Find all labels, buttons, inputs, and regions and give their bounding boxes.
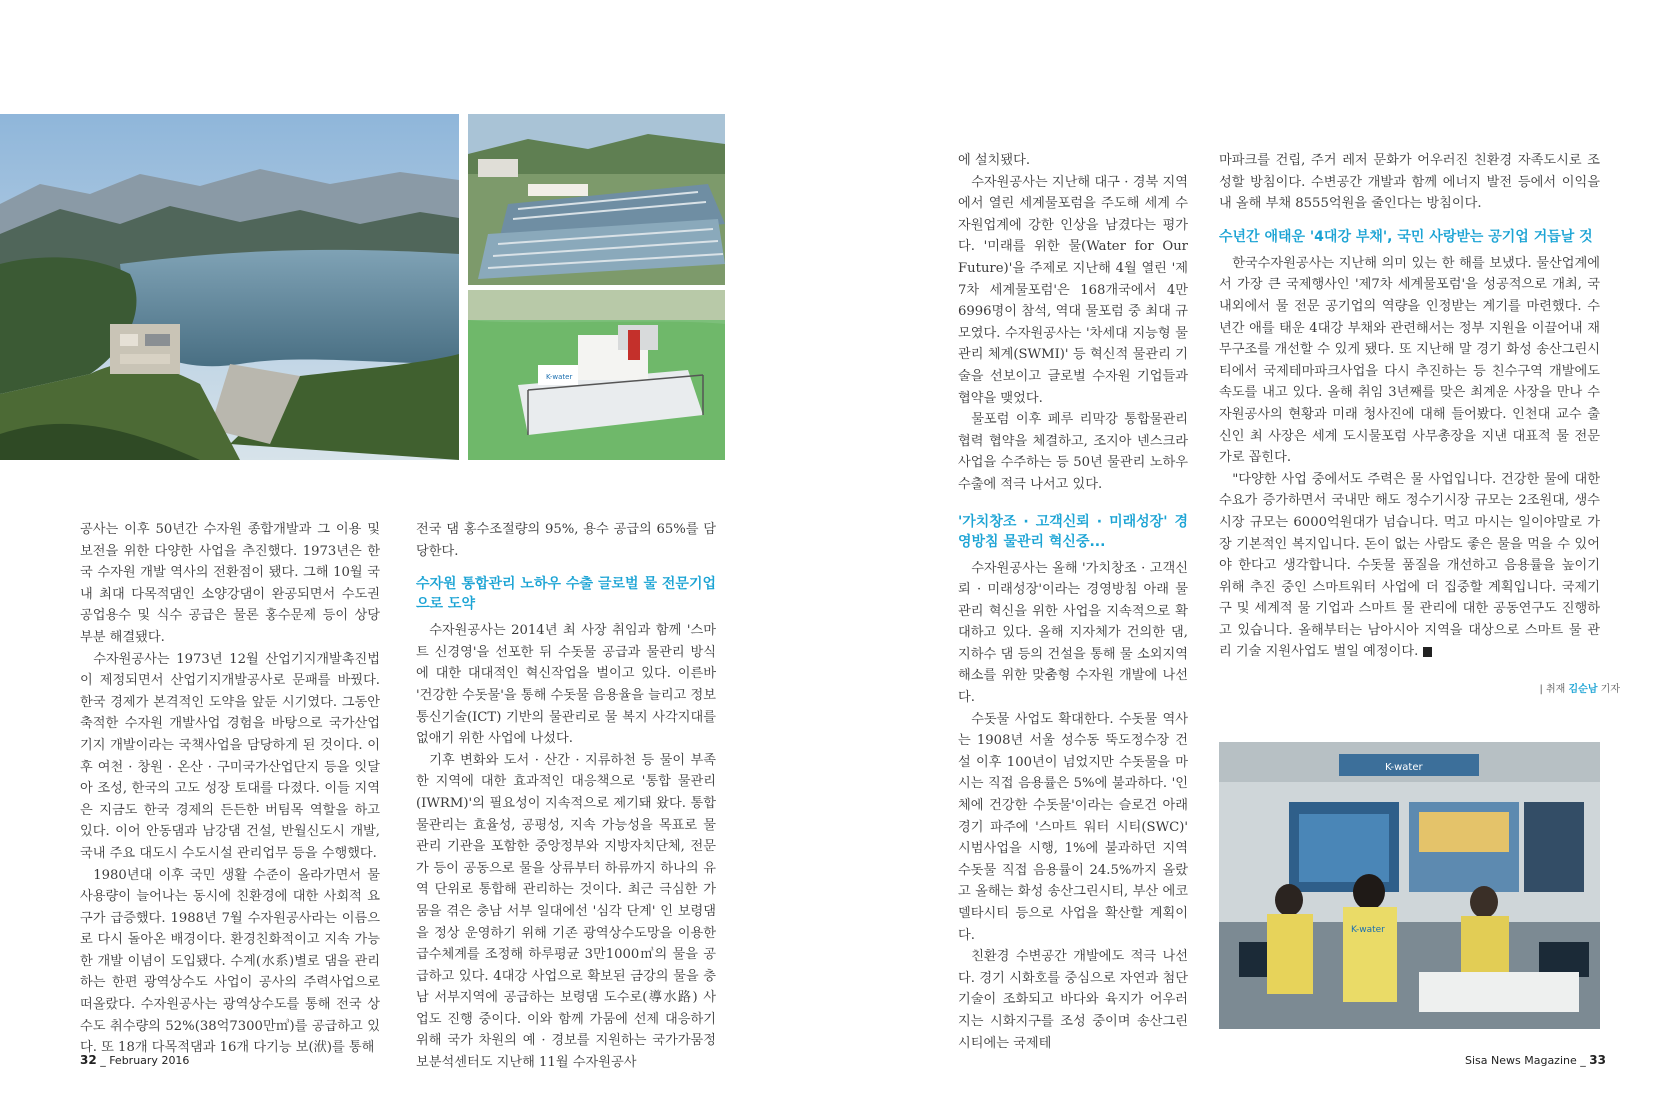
- end-mark-icon: [1423, 647, 1432, 657]
- col3-paragraph-3: 수자원공사는 올해 '가치창조 · 고객신뢰 · 미래성장'이라는 경영방침 아래 물관리 혁신을 위한 사업을 지속적으로 확대하고 있다. 올해 지자체가 건의한 댐, 지하수 댐 등의 건설을 통해 물 소외지역 해소를 위한 맞춤형 수자원 개발에 나선다.: [958, 560, 1188, 706]
- col3-paragraph-4: 수돗물 사업도 확대한다. 수돗물 역사는 1908년 서울 성수동 뚝도정수장 건설 이후 100년이 넘었지만 수돗물을 마시는 직접 음용률은 5%에 불과하다. '인체에 건강한 수돗물'이라는 슬로건 아래 경기 파주에 '스마트 워터 시티(SWC)' 시범사업을 시행, 1%에 불과하던 지역 수돗물 직접 음용률이 24.5%까지 올랐고 올해는 화성 송산그린시티, 부산 에코델타시티 등으로 사업을 확산할 계획이다.: [958, 711, 1188, 943]
- col2-paragraph-1: 수자원공사는 2014년 최 사장 취임과 함께 '스마트 신경영'을 선포한 뒤 수돗물 공급과 물관리 방식에 대한 대대적인 혁신작업을 벌이고 있다. 이른바 '건강한 수돗물'을 통해 수돗물 음용율을 늘리고 정보통신기술(ICT) 기반의 물관리로 물 복지 사각지대를 없애기 위한 사업에 나섰다.: [416, 623, 716, 747]
- col1-paragraph-2: 수자원공사는 1973년 12월 산업기지개발촉진법이 제정되면서 산업기지개발공사로 문패를 바꿨다. 한국 경제가 본격적인 도약을 앞둔 시기였다. 그동안 축적한 수자원 개발사업 경험을 바탕으로 국가산업기지 개발이라는 국책사업을 담당하게 된 것이다. 이후 여천 · 창원 · 온산 · 구미국가산업단지 등을 잇달아 조성, 한국의 고도 성장 토대를 다졌다. 이들 지역은 지금도 한국 경제의 든든한 버팀목 역할을 하고 있다. 이어 안동댐과 남강댐 건설, 반월신도시 개발, 국내 주요 대도시 수도시설 관리업무 등을 수행했다.: [80, 651, 380, 861]
- col1-paragraph-1: 공사는 이후 50년간 수자원 종합개발과 그 이용 및 보전을 위한 다양한 사업을 추진했다. 1973년은 한국 수자원 개발 역사의 전환점이 됐다. 그해 10월 국내 최대 다목적댐인 소양강댐이 완공되면서 수도권 공업용수 및 식수 공급은 물론 홍수문제 등이 상당 부분 해결됐다.: [80, 522, 380, 645]
- algae-removal-boat-photo: [468, 290, 725, 460]
- col4-paragraph-2: [1219, 469, 1600, 663]
- col3-paragraph-1: 수자원공사는 지난해 대구 · 경북 지역에서 열린 세계물포럼을 주도해 세계 수자원업계에 강한 인상을 남겼다는 평가다. '미래를 위한 물(Water for Our Future)'을 주제로 지난해 4월 열린 '제7차 세계물포럼'은 168개국에서 4만6996명이 참석, 역대 물포럼 중 최대 규모였다. 수자원공사는 '차세대 지능형 물관리 체계(SWMI)' 등 혁신적 물관리 기술을 선보이고 글로벌 수자원 기업들과 협약을 맺었다.: [958, 174, 1188, 406]
- dam-reservoir-photo: [0, 114, 459, 460]
- right-page-footer: [1465, 1053, 1606, 1067]
- col2-paragraph-2: 기후 변화와 도서 · 산간 · 지류하천 등 물이 부족한 지역에 대한 효과적인 대응책으로 '통합 물관리(IWRM)'의 필요성이 지속적으로 제기돼 왔다. 통합 물관리는 효율성, 공평성, 지속 가능성을 목표로 물관리 기관을 포함한 중앙정부와 지방자치단체, 전문가 등이 공동으로 물을 상류부터 하류까지 하나의 유역 단위로 통합해 관리하는 것이다. 최근 극심한 가뭄을 겪은 충남 서부 일대에선 '심각 단계' 인 보령댐을 정상 운영하기 위해 기존 광역상수도망을 이용한 급수체계를 조정해 하루평균 3만1000㎥의 물을 공급하고 있다. 4대강 사업으로 확보된 금강의 물을 충남 서부지역에 공급하는 보령댐 도수로(導水路) 사업도 진행 중이다. 이와 함께 가뭄에 선제 대응하기 위해 국가 차원의 예 · 경보를 지원하는 국가가뭄정보분석센터도 지난해 11월 수자원공사: [416, 752, 716, 1071]
- article-column-4: [1219, 150, 1600, 663]
- section-heading-four-rivers-debt: 수년간 애태운 '4대강 부채', 국민 사랑받는 공기업 거듭날 것: [1219, 228, 1593, 245]
- boat-logo: K-water: [546, 373, 573, 381]
- col4-paragraph-1: 한국수자원공사는 지난해 의미 있는 한 해를 보냈다. 물산업계에서 가장 큰 국제행사인 '제7차 세계물포럼'을 성공적으로 개최, 국내외에서 물 전문 공기업의 역량을 인정받는 계기를 마련했다. 수년간 애를 태운 4대강 부채와 관련해서는 정부 지원을 이끌어내 재무구조를 개선할 수 있게 됐다. 또 지난해 말 경기 화성 송산그린시티에서 국제테마파크사업을 다시 추진하는 등 친수구역 개발에도 속도를 내고 있다. 올해 취임 3년째를 맞은 최계운 사장을 만나 수자원공사의 현황과 미래 청사진에 대해 들어봤다. 인천대 교수 출신인 최 사장은 세계 도시물포럼 사무총장을 지낸 대표적 물 전문가로 꼽힌다.: [1219, 255, 1600, 466]
- byline-name: 김순남: [1568, 684, 1598, 695]
- control-room-photo: [1219, 742, 1600, 1029]
- col2-lead: 전국 댐 홍수조절량의 95%, 용수 공급의 65%를 담당한다.: [416, 522, 716, 559]
- boat-illustration: [468, 290, 725, 460]
- article-column-1: [80, 519, 380, 1059]
- dam-reservoir-illustration: [0, 114, 459, 460]
- uniform-logo: K-water: [1351, 925, 1385, 935]
- article-column-2: [416, 519, 716, 1074]
- article-column-3: [958, 150, 1188, 1054]
- section-heading-management-policy: '가치창조 · 고객신뢰 · 미래성장' 경영방침 물관리 혁신중...: [958, 513, 1188, 550]
- control-room-logo: K-water: [1385, 762, 1423, 773]
- left-page-footer: [80, 1053, 189, 1067]
- col4-lead: 마파크를 건립, 주거 레저 문화가 어우러진 친환경 자족도시로 조성할 방침이다. 수변공간 개발과 함께 에너지 발전 등에서 이익을 내 올해 부채 8555억원을 줄인다는 방침이다.: [1219, 153, 1600, 212]
- byline-prefix: | 취재: [1539, 684, 1566, 695]
- byline-suffix: 기자: [1600, 684, 1620, 695]
- water-treatment-plant-photo: [468, 114, 725, 285]
- right-footer-title: Sisa News Magazine _: [1465, 1054, 1586, 1067]
- col1-paragraph-3: 1980년대 이후 국민 생활 수준이 올라가면서 물 사용량이 늘어나는 동시에 친환경에 대한 사회적 요구가 급증했다. 1988년 7월 수자원공사라는 이름으로 다시 돌아온 배경이다. 환경친화적이고 지속 가능한 개발 이념이 도입됐다. 수계(水系)별로 댐을 관리하는 한편 광역상수도 사업이 공사의 주력사업으로 떠올랐다. 수자원공사는 광역상수도를 통해 전국 상수도 취수량의 52%(38억7300만㎥)를 공급하고 있다. 또 18개 다목적댐과 16개 다기능 보(洑)를 통해: [80, 867, 380, 1056]
- byline: [1520, 680, 1620, 695]
- col3-lead: 에 설치됐다.: [958, 153, 1031, 168]
- col3-paragraph-2: 물포럼 이후 페루 리막강 통합물관리 협력 협약을 체결하고, 조지아 넨스크라 사업을 수주하는 등 50년 물관리 노하우 수출에 적극 나서고 있다.: [958, 412, 1188, 492]
- right-page-number: 33: [1589, 1053, 1606, 1067]
- treatment-plant-illustration: [468, 114, 725, 285]
- col4-quote: "다양한 사업 중에서도 주력은 물 사업입니다. 건강한 물에 대한 수요가 증가하면서 국내만 해도 정수기시장 규모는 2조원대, 생수시장 규모는 6000억원대가 넘습니다. 먹고 마시는 일이야말로 가장 기본적인 복지입니다. 돈이 없는 사람도 좋은 물을 먹을 수 있어야 한다고 생각합니다. 수돗물 품질을 개선하고 음용률을 높이기 위해 추진 중인 스마트워터 사업에 더 집중할 계획입니다. 국제기구 및 세계적 물 기업과 스마트 물 관리에 대한 공동연구도 진행하고 있습니다. 올해부터는 남아시아 지역을 대상으로 스마트 물 관리 기술 지원사업도 벌일 예정이다.: [1219, 471, 1600, 660]
- control-room-illustration: [1219, 742, 1600, 1029]
- col3-paragraph-5: 친환경 수변공간 개발에도 적극 나선다. 경기 시화호를 중심으로 자연과 첨단기술이 조화되고 바다와 육지가 어우러지는 시화지구를 조성 중이며 송산그린시티에는 국제테: [958, 949, 1188, 1051]
- section-heading-integrated-management: 수자원 통합관리 노하우 수출 글로벌 물 전문기업으로 도약: [416, 576, 716, 613]
- left-page-number: 32: [80, 1053, 97, 1067]
- left-footer-date: _ February 2016: [100, 1054, 190, 1067]
